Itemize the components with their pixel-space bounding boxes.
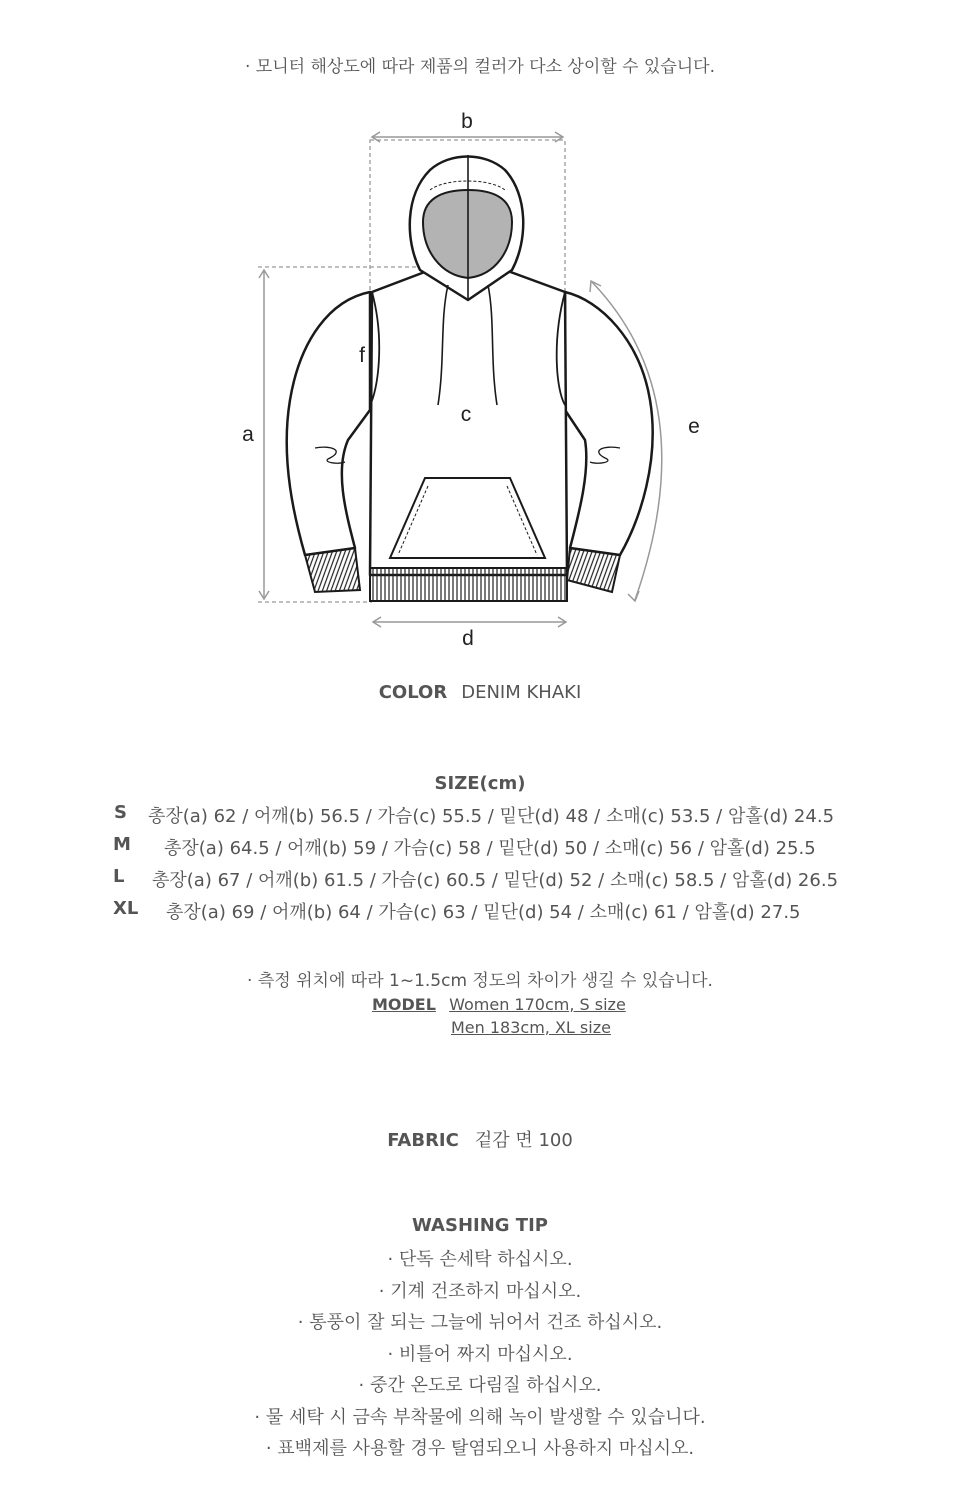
- label-d: d: [462, 627, 474, 650]
- washing-tip: · 통풍이 잘 되는 그늘에 뉘어서 건조 하십시오.: [297, 1312, 663, 1333]
- model-men: Men 183cm, XL size: [451, 1018, 611, 1037]
- hem-rib: [370, 568, 567, 601]
- washing-tips: [0, 1244, 960, 1465]
- fabric-info: [0, 1126, 960, 1152]
- size-row-m: [0, 834, 960, 864]
- washing-tip: · 물 세탁 시 금속 부착물에 의해 녹이 발생할 수 있습니다.: [254, 1406, 706, 1428]
- washing-tip: · 기계 건조하지 마십시오.: [378, 1280, 582, 1302]
- washing-tip: · 표백제를 사용할 경우 탈염되오니 사용하지 마십시오.: [265, 1438, 695, 1459]
- model-label: MODEL: [372, 995, 436, 1014]
- size-values: 총장(a) 67 / 어깨(b) 61.5 / 가슴(c) 60.5 / 밑단(d) 52 / 소매(c) 58.5 / 암홀(d) 26.5: [152, 870, 839, 891]
- label-e: e: [688, 415, 700, 438]
- label-a: a: [242, 423, 254, 446]
- size-name: XL: [113, 898, 139, 919]
- washing-tip: · 비틀어 짜지 마십시오.: [387, 1343, 573, 1365]
- color-notice: · 모니터 해상도에 따라 제품의 컬러가 다소 상이할 수 있습니다.: [245, 57, 715, 77]
- measure-note: · 측정 위치에 따라 1~1.5cm 정도의 차이가 생길 수 있습니다.: [247, 971, 713, 991]
- size-values: 총장(a) 69 / 어깨(b) 64 / 가슴(c) 63 / 밑단(d) 54 / 소매(c) 61 / 암홀(d) 27.5: [166, 902, 801, 923]
- right-cuff: [567, 548, 620, 592]
- size-row-l: [0, 866, 960, 896]
- size-values: 총장(a) 64.5 / 어깨(b) 59 / 가슴(c) 58 / 밑단(d) 50 / 소매(c) 56 / 암홀(d) 25.5: [164, 838, 816, 859]
- size-row-s: [0, 802, 960, 832]
- washing-tip: · 중간 온도로 다림질 하십시오.: [358, 1375, 602, 1396]
- fabric-label: FABRIC: [387, 1130, 459, 1151]
- left-cuff: [305, 548, 360, 592]
- color-info: [0, 682, 960, 703]
- size-name: S: [114, 802, 127, 823]
- washing-tip: · 단독 손세탁 하십시오.: [387, 1249, 573, 1270]
- fabric-value: 겉감 면 100: [474, 1130, 573, 1151]
- color-value: DENIM KHAKI: [461, 682, 582, 703]
- label-c: c: [460, 403, 472, 426]
- size-name: M: [113, 834, 131, 855]
- size-values: 총장(a) 62 / 어깨(b) 56.5 / 가슴(c) 55.5 / 밑단(d) 48 / 소매(c) 53.5 / 암홀(d) 24.5: [148, 806, 835, 827]
- size-title: SIZE(cm): [434, 773, 526, 794]
- label-b: b: [461, 110, 473, 133]
- model-women: Women 170cm, S size: [449, 995, 626, 1014]
- color-label: COLOR: [378, 682, 448, 703]
- size-name: L: [113, 866, 125, 887]
- washing-title: WASHING TIP: [412, 1215, 548, 1236]
- size-row-xl: [0, 898, 960, 928]
- model-info: [372, 995, 626, 1037]
- hoodie-measurement-diagram: [200, 100, 760, 660]
- label-f: f: [359, 344, 365, 367]
